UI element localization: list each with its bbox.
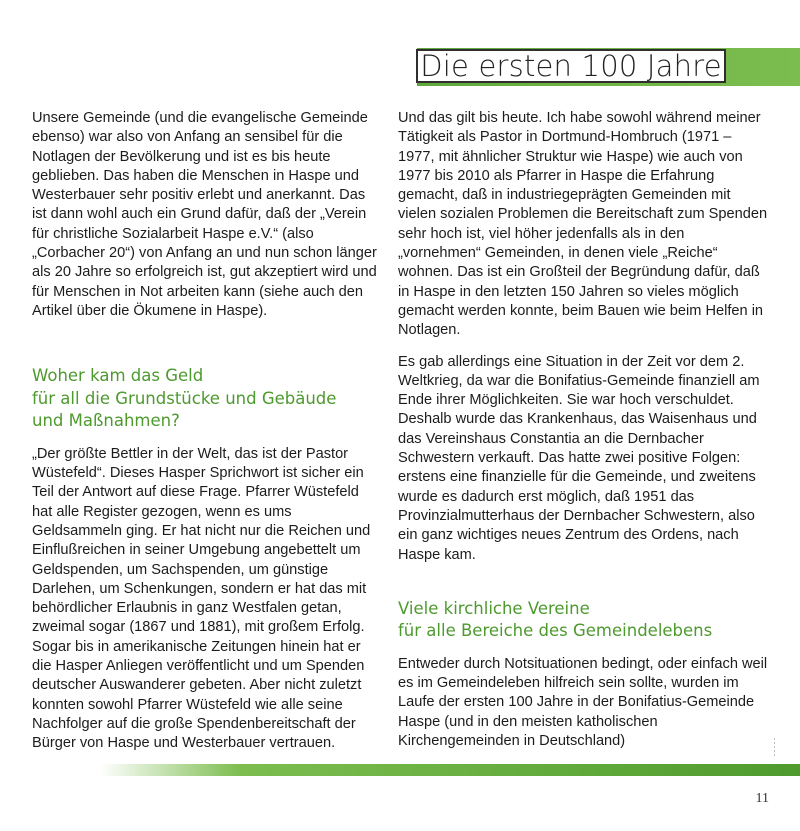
heading-line: Viele kirchliche Vereine [398,598,590,618]
left-paragraph-2: „Der größte Bettler in der Welt, das ist der Pastor Wüstefeld“. Dieses Hasper Sprichwort ist sicher ein Teil der Antwort auf diese Frage. Pfarrer Wüstefeld hat alle Register gezogen, wenn es ums Geldsammeln ging. Er hat nicht nur die Reichen und Einflußreichen in seiner Umgebung angebettelt um Geldspenden, um Sachspenden, um günstige Darlehen, um Schenkungen, sondern er hat das mit behördlicher Erlaubnis in ganz Westfalen getan, zweimal sogar (1867 und 1881), mit großem Erfolg. Sogar bis in amerikanische Zeitungen hinein hat er die Hasper Anliegen veröffentlicht und um Spenden deutscher Auswanderer gebeten. Aber nicht zuletzt konnten sowohl Pfarrer Wüstefeld wie alle seine Nachfolger auf die große Spendenbereitschaft der Bürger von Haspe und Westerbauer vertrauen. [32,445,371,752]
heading-line: für all die Grundstücke und Gebäude [32,388,337,408]
right-column [398,109,770,751]
margin-mark [774,738,775,758]
section-heading-money [32,365,377,433]
right-paragraph-2: Es gab allerdings eine Situation in der Zeit vor dem 2. Weltkrieg, da war die Bonifatius-Gemeinde finanziell am Ende ihrer Möglichkeiten. Sie war hoch verschuldet. Deshalb wurde das Krankenhaus, das Waisenhaus und das Vereinshaus Constantia an die Dernbacher Schwestern verkauft. Das hatte zwei positive Folgen: erstens eine finanzielle für die Gemeinde, und zweitens wurde es dadurch erst möglich, daß 1951 das Provinzialmutterhaus der Dernbacher Schwestern, also ein ganz wichtiges neues Zentrum des Ordens, nach Haspe kam. [398,353,760,563]
title-box [416,49,726,83]
left-column [32,109,377,754]
left-paragraph-1: Unsere Gemeinde (und die evangelische Gemeinde ebenso) war also von Anfang an sensibel für die Notlagen der Bevölkerung und ist es bis heute geblieben. Das haben die Menschen in Haspe und Westerbauer sehr positiv erlebt und anerkannt. Das ist dann wohl auch ein Grund dafür, daß der „Verein für christliche Sozialarbeit Haspe e.V.“ (also „Corbacher 20“) von Anfang an und nun schon länger als 20 Jahre so erfolgreich ist, gut akzeptiert wird und für Menschen in Not arbeiten kann (siehe auch den Artikel über die Ökumene in Haspe). [32,110,377,319]
right-paragraph-1: Und das gilt bis heute. Ich habe sowohl während meiner Tätigkeit als Pastor in Dortmund-Hombruch (1971 – 1977, mit ähnlicher Struktur wie Haspe) wie auch von 1977 bis 2010 als Pfarrer in Haspe die Erfahrung gemacht, daß in industriegeprägten Gemeinden mit vielen sozialen Problemen die Bereitschaft zum Spenden sehr hoch ist, viel höher jedenfalls als in den „vornehmen“ Gemeinden, in denen viele „Reiche“ wohnen. Das ist ein Großteil der Begründung dafür, daß in Haspe in den letzten 150 Jahren so vieles möglich gemacht werden konnte, beim Bauen wie beim Helfen in Notlagen. [398,110,768,339]
section-heading-associations [398,598,770,643]
heading-line: Woher kam das Geld [32,366,204,386]
heading-line: für alle Bereiche des Gemeindelebens [398,621,713,641]
footer-green-band [100,764,800,776]
page-number: 11 [755,791,769,806]
page-title: Die ersten 100 Jahre [420,48,722,83]
right-paragraph-3: Entweder durch Notsituationen bedingt, oder einfach weil es im Gemeindeleben hilfreich sein sollte, wurden im Laufe der ersten 100 Jahre in der Bonifatius-Gemeinde Haspe (und in den meisten katholischen Kirchengemeinden in Deutschland) [398,655,768,750]
heading-line: und Maßnahmen? [32,411,180,431]
